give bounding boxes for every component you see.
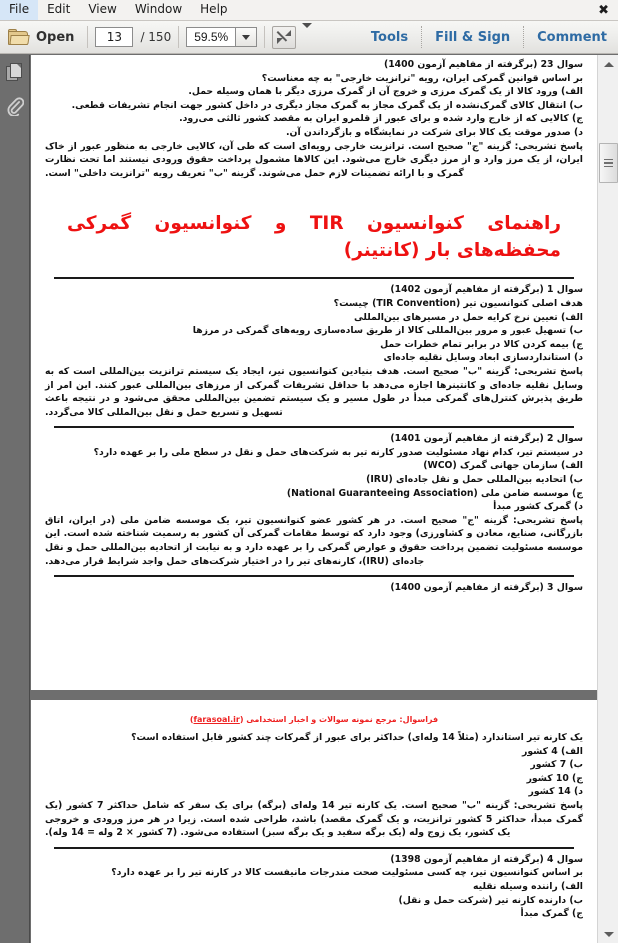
scrollbar-thumb[interactable] [599,143,618,183]
option-be: ب) اتحادیه بین‌المللی حمل و نقل جاده‌ای (IRU) [366,474,583,486]
folder-open-icon [8,29,29,46]
option-be: ب) دارنده کارنه تیر (شرکت حمل و نقل) [398,894,583,906]
option-jim: ج) موسسه ضامن ملی (National Guaranteeing Association) [286,487,583,499]
section-divider [54,847,574,849]
watermark-credit [45,714,583,726]
pdf-page [31,55,597,690]
question-block [45,283,583,419]
option-alef: الف) تعیین نرخ کرایه حمل در مسیرهای بین‌المللی [354,311,583,323]
toolbar [0,21,618,54]
question-block [45,58,583,180]
grip-icon [604,157,613,170]
option-jim: ج) کالایی که از خارج وارد شده و برای عبور از قلمرو ایران به مقصد کشور ثالثی می‌رود. [179,113,583,125]
section-title-line-1: راهنمای کنوانسیون TIR و کنوانسیون گمرکی [67,213,561,235]
section-divider [54,426,574,428]
menu-file[interactable]: File [0,0,38,20]
section-divider [54,575,574,577]
vertical-scrollbar[interactable] [597,55,618,943]
toolbar-divider-5 [523,26,524,48]
toolbar-divider-1 [87,26,88,48]
section-title [45,210,583,264]
option-be: ب) تسهیل عبور و مرور بین‌المللی کالا از طریق ساده‌سازی رویه‌های گمرکی در مرزها [192,325,583,337]
page-total-label: / 150 [140,30,172,44]
fit-options-dropdown[interactable] [302,28,312,47]
option-dal: د) استانداردسازی ابعاد وسایل نقلیه جاده‌ای [383,352,583,364]
question-block [45,853,583,921]
chevron-down-icon [242,35,250,40]
question-stem: یک کارنه تیر استاندارد (مثلاً 14 وله‌ای) حداکثر برای عبور از گمرکات چند کشور قابل استفاده است؟ [131,732,583,743]
fit-page-icon [277,30,291,44]
watermark-link[interactable]: farasoal.ir [193,715,240,724]
option-alef: الف) راننده وسیله نقلیه [473,880,583,892]
option-alef: الف) سازمان جهانی گمرک (WCO) [423,460,583,472]
option-jim: ج) گمرک مبدأ [520,908,583,920]
fill-and-sign-button[interactable]: Fill & Sign [435,29,511,45]
open-button[interactable] [4,27,80,48]
comment-button[interactable]: Comment [537,29,607,45]
attachments-button[interactable] [0,89,30,123]
chevron-down-icon [604,932,614,937]
option-dal: د) گمرک کشور مبدأ [493,501,583,513]
paperclip-icon [6,96,24,116]
watermark-suffix: ) [189,715,194,724]
question-header: سوال 3 (برگرفته از مفاهیم آزمون 1400) [390,582,583,594]
option-jim: ج) 10 کشور [526,772,583,784]
question-header: سوال 4 (برگرفته از مفاهیم آزمون 1398) [390,853,583,865]
question-answer: پاسخ تشریحی: گزینه "ب" صحیح است. هدف بنیادین کنوانسیون تیر، ایجاد یک سیستم ترانزیت بین‌المللی است که به وسایل نقلیه جاده‌ای و کانتینرها اجازه می‌دهد با حداقل تشریفات گمرکی از مرزهای بین‌المللی عبور کنند. این امر از طریق پذیرش کنترل‌های گمرکی مبدأ در طول مسیر و یک سیستم تضمین بین‌المللی محقق می‌شود و در نتیجه باعث تسهیل و تسریع حمل و نقل بین‌المللی کالا می‌گردد. [45,365,583,418]
tools-button[interactable]: Tools [370,29,409,45]
question-block [45,432,583,568]
option-alef: الف) ورود کالا از یک گمرک مرزی و خروج آن از گمرک مرزی دیگر با همان وسیله حمل. [188,86,583,98]
page-separator [31,690,597,700]
scroll-up-button[interactable] [598,55,618,73]
scroll-down-button[interactable] [598,925,618,943]
option-be: ب) انتقال کالای گمرک‌نشده از یک گمرک مجاز به گمرک مجاز دیگری در داخل کشور جهت انجام تشریفات قطعی. [71,99,583,111]
fit-page-button[interactable] [272,26,296,49]
question-header: سوال 1 (برگرفته از مفاهیم آزمون 1402) [390,284,583,296]
option-be: ب) 7 کشور [530,759,583,771]
question-answer: پاسخ تشریحی: گزینه "ب" صحیح است. یک کارنه تیر 14 وله‌ای (برگه) برای یک سفر که شامل حداکثر 7 کشور (یک گمرک مبدأ، حداکثر 5 کشور ترانزیت، و یک گمرک مقصد) باشد، طراحی شده است. زیرا در هر مرز ورودی و خروجی یک کشور، یک زوج وله (یک برگه سفید و یک برگه سبز) استفاده می‌شود. (7 کشور × 2 وله = 14 وله). [45,799,583,839]
zoom-dropdown-button[interactable] [236,27,257,47]
menu-edit[interactable]: Edit [47,2,71,16]
question-stem: هدف اصلی کنوانسیون تیر (TIR Convention) چیست؟ [333,297,583,309]
section-divider [54,277,574,279]
open-button-label: Open [36,29,75,45]
document-viewport[interactable] [31,55,597,943]
page-thumbnails-icon [6,63,24,81]
question-stem: بر اساس کنوانسیون تیر، چه کسی مسئولیت صحت مندرجات مانیفست کالا در کارنه تیر را بر عهده دارد؟ [111,867,583,879]
toolbar-divider-3 [264,26,265,48]
question-block [45,731,583,840]
menu-window[interactable]: Window [134,2,183,16]
page-number-input[interactable] [95,27,133,47]
question-stem: بر اساس قوانین گمرکی ایران، رویه "ترانزیت خارجی" به چه معناست؟ [261,72,583,84]
question-header: سوال 23 (برگرفته از مفاهیم آزمون 1400) [383,59,583,70]
menu-bar [0,0,618,21]
option-dal: د) 14 کشور [528,786,583,798]
question-header: سوال 2 (برگرفته از مفاهیم آزمون 1401) [390,433,583,445]
section-title-line-2: محفظه‌های بار (کانتینر) [343,240,561,262]
navigation-rail [0,55,30,943]
chevron-down-icon [302,23,312,47]
watermark-prefix: فراسوال: مرجع نمونه سوالات و اخبار استخدامی ( [239,715,439,724]
toolbar-divider-4 [421,26,422,48]
option-jim: ج) بیمه کردن کالا در برابر تمام خطرات حمل [380,338,583,350]
question-stem: در سیستم تیر، کدام نهاد مسئولیت صدور کارنه تیر به شرکت‌های حمل و نقل در سطح ملی را بر عهده دارد؟ [93,446,583,458]
chevron-up-icon [604,62,614,67]
close-icon[interactable]: ✖ [598,2,609,18]
toolbar-divider-2 [178,26,179,48]
question-answer: پاسخ تشریحی: گزینه "ج" صحیح است. در هر کشور عضو کنوانسیون تیر، یک موسسه ضامن ملی (در ایران، اتاق بازرگانی، صنایع، معادن و کشاورزی) وجود دارد که توسط مقامات گمرکی آن کشور به رسمیت شناخته شده است. این موسسه مسئولیت تضمین پرداخت حقوق و عوارض گمرکی را بر عهده دارد و به نیابت از اتحادیه بین‌المللی حمل و نقل جاده‌ای (IRU)، کارنه‌های تیر را در اختیار شرکت‌های حمل واجد شرایط قرار می‌دهد. [45,514,583,567]
menu-help[interactable]: Help [200,2,228,16]
menu-view[interactable]: View [88,2,117,16]
question-answer: پاسخ تشریحی: گزینه "ج" صحیح است. ترانزیت خارجی رویه‌ای است که طی آن، کالایی خارجی به منظور عبور از خاک ایران، از یک مرز وارد و از مرز دیگری خارج می‌شود. این کالاها مشمول پرداخت حقوق ورودی نیستند اما تحت نظارت گمرک و با ارائه تضمینات لازم حمل می‌شوند. گزینه "ب" تعریف رویه "ترانزیت داخلی" است. [45,140,583,179]
zoom-level-input[interactable] [186,27,236,47]
pdf-page [31,700,597,943]
option-alef: الف) 4 کشور [521,745,583,757]
option-dal: د) صدور موقت یک کالا برای شرکت در نمایشگاه و بازگرداندن آن. [286,126,583,138]
page-thumbnails-button[interactable] [0,55,30,89]
